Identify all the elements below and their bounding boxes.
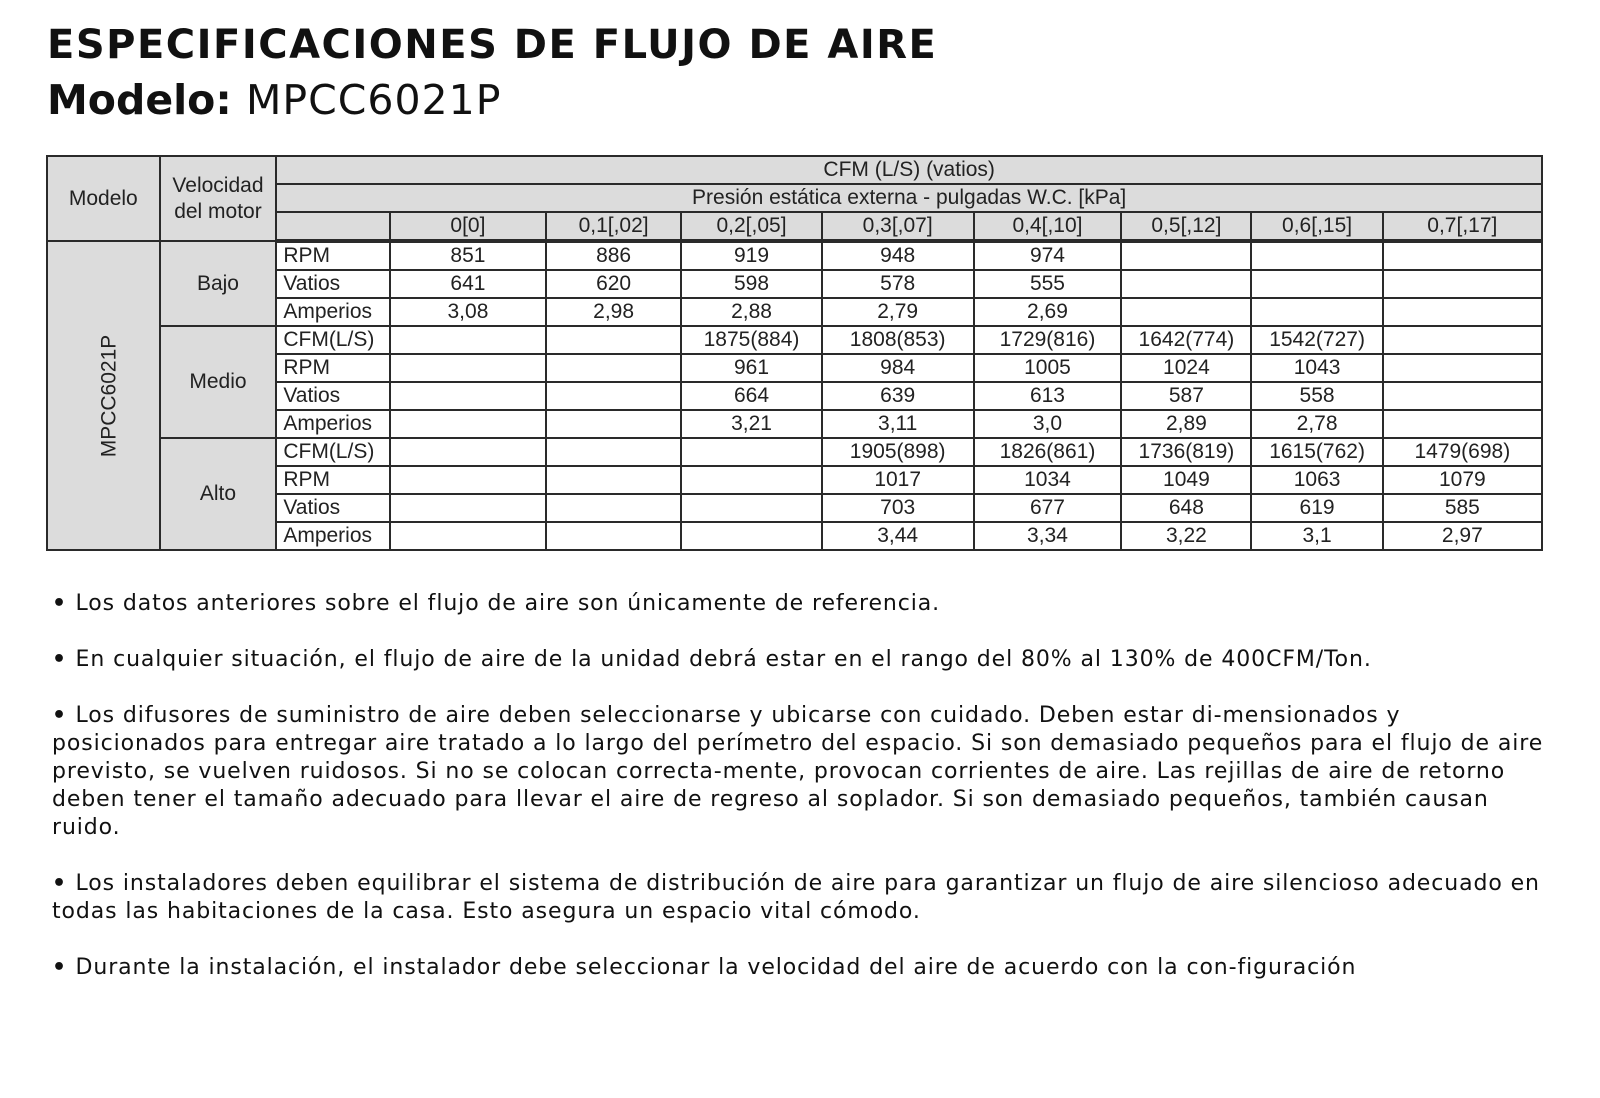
header-cfm: CFM (L/S) (vatios) — [276, 156, 1542, 184]
note-item — [52, 590, 1552, 618]
value-cell — [681, 466, 821, 494]
pressure-header-cell: 0,7[,17] — [1383, 212, 1542, 241]
value-cell — [1121, 270, 1251, 298]
row-label: Amperios — [276, 522, 390, 550]
value-cell: 3,1 — [1251, 522, 1382, 550]
value-cell: 2,79 — [822, 298, 974, 326]
bullet-icon: • — [52, 871, 76, 896]
pressure-header-cell: 0,1[,02] — [546, 212, 681, 241]
value-cell: 961 — [681, 354, 821, 382]
bullet-icon: • — [52, 703, 76, 728]
header-modelo: Modelo — [47, 156, 160, 241]
value-cell — [546, 466, 681, 494]
value-cell: 1729(816) — [974, 326, 1122, 354]
value-cell: 664 — [681, 382, 821, 410]
value-cell: 613 — [974, 382, 1122, 410]
value-cell — [1251, 241, 1382, 270]
model-value: MPCC6021P — [246, 76, 502, 124]
value-cell: 1642(774) — [1121, 326, 1251, 354]
value-cell — [546, 438, 681, 466]
note-item — [52, 954, 1552, 982]
value-cell — [390, 438, 546, 466]
header-blank — [276, 212, 390, 241]
value-cell: 1542(727) — [1251, 326, 1382, 354]
pressure-header-cell: 0,3[,07] — [822, 212, 974, 241]
value-cell — [390, 326, 546, 354]
value-cell — [1383, 326, 1542, 354]
value-cell: 1875(884) — [681, 326, 821, 354]
value-cell — [1251, 270, 1382, 298]
value-cell: 2,98 — [546, 298, 681, 326]
note-text: Los instaladores deben equilibrar el sistema de distribución de aire para garantizar un flujo de aire silencioso adecuado en todas las habitaciones de la casa. Esto asegura un espacio vital cómodo. — [52, 871, 1540, 924]
value-cell — [390, 466, 546, 494]
value-cell: 1024 — [1121, 354, 1251, 382]
value-cell: 1905(898) — [822, 438, 974, 466]
row-label: RPM — [276, 354, 390, 382]
model-heading — [47, 76, 501, 124]
value-cell: 1079 — [1383, 466, 1542, 494]
value-cell — [681, 494, 821, 522]
value-cell: 1034 — [974, 466, 1122, 494]
value-cell — [1121, 298, 1251, 326]
bullet-icon: • — [52, 591, 76, 616]
bullet-icon: • — [52, 955, 76, 980]
model-label: Modelo: — [47, 76, 232, 124]
value-cell — [546, 354, 681, 382]
header-pressure: Presión estática externa - pulgadas W.C. [kPa] — [276, 184, 1542, 212]
value-cell: 1043 — [1251, 354, 1382, 382]
row-label: Vatios — [276, 494, 390, 522]
row-label: RPM — [276, 241, 390, 270]
row-label: Vatios — [276, 382, 390, 410]
value-cell — [390, 494, 546, 522]
value-cell: 886 — [546, 241, 681, 270]
note-text: En cualquier situación, el flujo de aire de la unidad debrá estar en el rango del 80% al 130% de 400CFM/Ton. — [75, 647, 1372, 672]
value-cell: 1005 — [974, 354, 1122, 382]
row-label: CFM(L/S) — [276, 326, 390, 354]
value-cell: 619 — [1251, 494, 1382, 522]
bullet-icon: • — [52, 647, 76, 672]
value-cell: 639 — [822, 382, 974, 410]
value-cell: 585 — [1383, 494, 1542, 522]
value-cell: 2,78 — [1251, 410, 1382, 438]
pressure-header-cell: 0[0] — [390, 212, 546, 241]
row-label: RPM — [276, 466, 390, 494]
value-cell: 1017 — [822, 466, 974, 494]
header-row-cfm — [47, 156, 1542, 184]
value-cell — [1383, 354, 1542, 382]
value-cell: 587 — [1121, 382, 1251, 410]
pressure-header-cell: 0,6[,15] — [1251, 212, 1382, 241]
value-cell: 677 — [974, 494, 1122, 522]
table-row — [47, 241, 1542, 270]
model-cell-label: MPCC6021P — [97, 334, 121, 457]
value-cell: 2,88 — [681, 298, 821, 326]
value-cell: 974 — [974, 241, 1122, 270]
value-cell: 1808(853) — [822, 326, 974, 354]
speed-cell-bajo: Bajo — [160, 241, 277, 326]
note-item — [52, 702, 1552, 842]
value-cell — [390, 354, 546, 382]
value-cell: 2,89 — [1121, 410, 1251, 438]
value-cell: 2,69 — [974, 298, 1122, 326]
value-cell — [1383, 241, 1542, 270]
note-text: Los datos anteriores sobre el flujo de aire son únicamente de referencia. — [75, 591, 941, 616]
value-cell — [546, 382, 681, 410]
value-cell — [546, 326, 681, 354]
value-cell: 578 — [822, 270, 974, 298]
table-row — [47, 438, 1542, 466]
value-cell: 555 — [974, 270, 1122, 298]
value-cell — [1251, 298, 1382, 326]
value-cell: 1049 — [1121, 466, 1251, 494]
value-cell — [390, 410, 546, 438]
pressure-header-cell: 0,4[,10] — [974, 212, 1122, 241]
value-cell — [1383, 410, 1542, 438]
value-cell — [1121, 241, 1251, 270]
value-cell: 3,34 — [974, 522, 1122, 550]
value-cell: 2,97 — [1383, 522, 1542, 550]
value-cell: 3,21 — [681, 410, 821, 438]
value-cell: 1826(861) — [974, 438, 1122, 466]
value-cell — [390, 382, 546, 410]
value-cell: 703 — [822, 494, 974, 522]
value-cell: 641 — [390, 270, 546, 298]
value-cell: 648 — [1121, 494, 1251, 522]
note-text: Los difusores de suministro de aire deben seleccionarse y ubicarse con cuidado. Deben estar di-mensionados y posicionados para entregar aire tratado a lo largo del perímetro del espacio. Si son demasiado pequeños para el flujo de aire previsto, se vuelven ruidosos. Si no se colocan correcta-mente, provocan corrientes de aire. Las rejillas de aire de retorno deben tener el tamaño adecuado para llevar el aire de regreso al soplador. Si son demasiado pequeños, también causan ruido. — [52, 703, 1544, 840]
value-cell: 558 — [1251, 382, 1382, 410]
value-cell — [546, 410, 681, 438]
value-cell: 3,08 — [390, 298, 546, 326]
notes-section — [52, 590, 1552, 1010]
speed-cell-medio: Medio — [160, 326, 277, 438]
table-row — [47, 326, 1542, 354]
note-item — [52, 646, 1552, 674]
speed-cell-alto: Alto — [160, 438, 277, 550]
value-cell — [390, 522, 546, 550]
value-cell: 620 — [546, 270, 681, 298]
value-cell — [681, 522, 821, 550]
value-cell: 919 — [681, 241, 821, 270]
pressure-header-cell: 0,2[,05] — [681, 212, 821, 241]
note-item — [52, 870, 1552, 926]
value-cell — [546, 522, 681, 550]
value-cell: 1479(698) — [1383, 438, 1542, 466]
airflow-spec-table — [46, 155, 1543, 551]
value-cell: 3,11 — [822, 410, 974, 438]
value-cell: 3,44 — [822, 522, 974, 550]
value-cell: 948 — [822, 241, 974, 270]
value-cell — [1383, 270, 1542, 298]
page-title: ESPECIFICACIONES DE FLUJO DE AIRE — [47, 22, 938, 68]
model-cell — [47, 241, 160, 550]
value-cell: 1063 — [1251, 466, 1382, 494]
note-text: Durante la instalación, el instalador debe seleccionar la velocidad del aire de acuerdo con la con-figuración — [75, 955, 1357, 980]
value-cell: 3,22 — [1121, 522, 1251, 550]
value-cell — [681, 438, 821, 466]
row-label: Vatios — [276, 270, 390, 298]
value-cell: 598 — [681, 270, 821, 298]
value-cell: 1736(819) — [1121, 438, 1251, 466]
pressure-header-cell: 0,5[,12] — [1121, 212, 1251, 241]
value-cell: 1615(762) — [1251, 438, 1382, 466]
value-cell — [546, 494, 681, 522]
row-label: CFM(L/S) — [276, 438, 390, 466]
row-label: Amperios — [276, 410, 390, 438]
value-cell: 3,0 — [974, 410, 1122, 438]
row-label: Amperios — [276, 298, 390, 326]
header-velocidad: Velocidad del motor — [160, 156, 277, 241]
value-cell: 851 — [390, 241, 546, 270]
value-cell — [1383, 298, 1542, 326]
value-cell — [1383, 382, 1542, 410]
value-cell: 984 — [822, 354, 974, 382]
